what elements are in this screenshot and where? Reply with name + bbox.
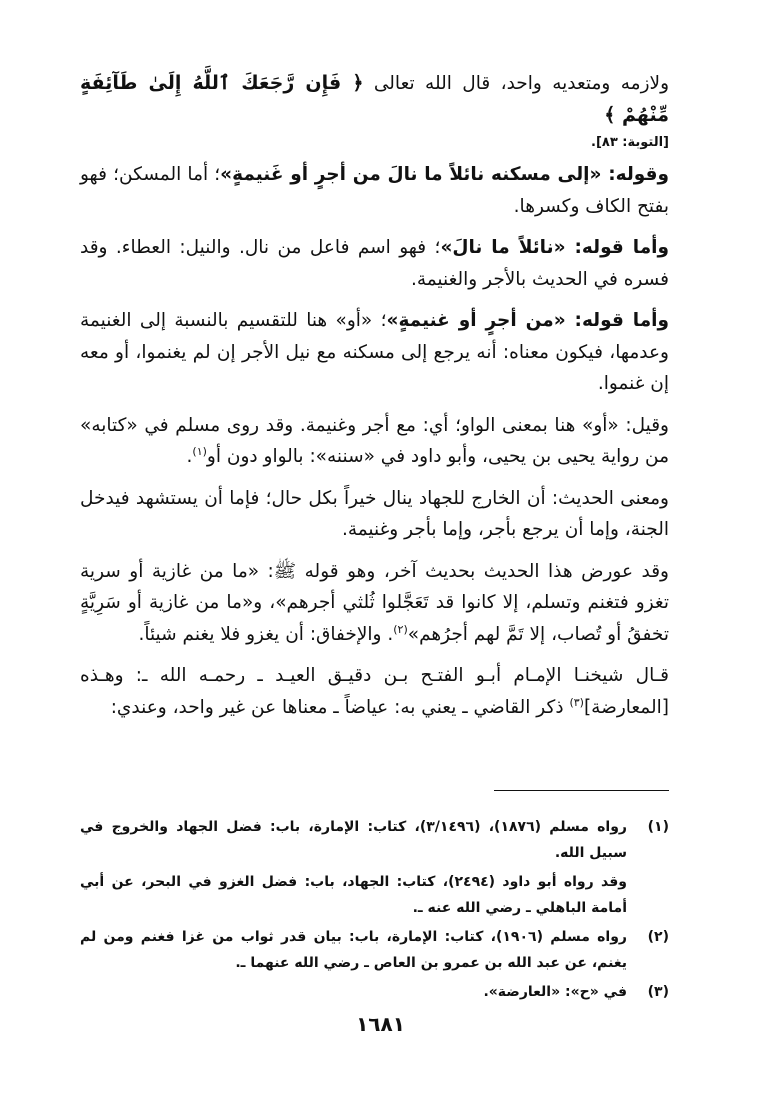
paragraph-4-text: ؛ «أو» هنا للتقسيم بالنسبة إلى الغنيمة وعدمها، فيكون معناه: أنه يرجع إلى مسكنه مع نيل الأجر إن لم يغنموا، أو معه إن غنموا. [80,310,669,394]
footnote-marker-2: (٢) [393,622,408,636]
footnote-text: وقد رواه أبو داود (٢٤٩٤)، كتاب: الجهاد، باب: فضل الغزو في البحر، عن أبي أمامة الباهلي ـ رضي الله عنه ـ. [80,874,627,916]
paragraph-3-lead: وأما قوله: «نائلاً ما نالَ» [440,237,669,258]
paragraph-7 [80,556,669,651]
paragraph-2-lead: وقوله: «إلى مسكنه نائلاً ما نالَ من أجرٍ أو غَنيمةٍ» [220,164,669,185]
paragraph-8-end: ذكر القاضي ـ يعني به: عياضاً ـ معناها عن غير واحد، وعندي: [110,696,570,718]
paragraph-8-text: قـال شيخنـا الإمـام أبـو الفتـح بـن دقيـق العيـد ـ رحمـه الله ـ: وهـذه [المعارضة] [80,665,669,718]
paragraph-4-lead: وأما قوله: «من أجرٍ أو غنيمةٍ» [386,310,669,331]
paragraph-2-text: ؛ أما المسكن؛ فهو بفتح الكاف وكسرها. [80,164,669,217]
footnote-item [80,814,669,866]
paragraph-2 [80,159,669,222]
paragraph-3-text: ؛ فهو اسم فاعل من نال. والنيل: العطاء. وقد فسره في الحديث بالأجر والغنيمة. [80,237,669,290]
paragraph-8 [80,660,669,723]
paragraph-6-text: ومعنى الحديث: أن الخارج للجهاد ينال خيراً بكل حال؛ فإما أن يستشهد فيدخل الجنة، وإما أن يرجع بأجر، وإما بأجر وغنيمة. [80,487,669,540]
quran-reference: [التوبة: ٨٣]. [591,135,669,150]
paragraph-1 [80,68,669,155]
footnote-item [80,979,669,1005]
paragraph-7-text: وقد عورض هذا الحديث بحديث آخر، وهو قوله ﷺ: «ما من غازية أو سرية تغزو فتغنم وتسلم، إلا كانوا قد تَعَجَّلوا ثُلثي أجرهم»، و«ما من غازية أو سَرِيَّةٍ تخفقُ أو تُصاب، إلا تَمَّ لهم أجرُهم» [80,560,669,645]
paragraph-5-end: . [186,446,193,467]
paragraph-5 [80,410,669,473]
quran-verse: ﴿ فَإِن رَّجَعَكَ ٱللَّهُ إِلَىٰ طَآئِفَةٍ مِّنْهُمْ ﴾ [80,72,669,126]
paragraph-1-text: ولازمه ومتعديه واحد، قال الله تعالى [363,73,669,94]
footnote-text: رواه مسلم (١٨٧٦)، (٣/١٤٩٦)، كتاب: الإمارة، باب: فضل الجهاد والخروج في سبيل الله. [80,819,627,861]
footnote-separator [494,790,669,791]
page-number: ١٦٨١ [356,1012,405,1036]
footnotes [80,814,669,1008]
paragraph-7-end: . والإخفاق: أن يغزو فلا يغنم شيئاً. [138,623,394,645]
paragraph-6 [80,483,669,546]
footnote-number: (٢) [647,929,669,945]
footnote-item [80,924,669,976]
footnote-text: رواه مسلم (١٩٠٦)، كتاب: الإمارة، باب: بيان قدر ثواب من غزا فغنم ومن لم يغنم، عن عبد الله بن عمرو بن العاص ـ رضي الله عنهما ـ. [80,929,627,971]
footnote-item [80,869,669,921]
paragraph-3 [80,232,669,295]
main-text [80,68,669,733]
footnote-text: في «ح»: «العارضة». [483,984,627,1000]
footnote-marker-1: (١) [192,444,207,458]
paragraph-4 [80,305,669,400]
footnote-marker-3: (٣) [569,695,584,709]
footnote-number: (١) [647,819,669,835]
paragraph-5-text: وقيل: «أو» هنا بمعنى الواو؛ أي: مع أجر وغنيمة. وقد روى مسلم في «كتابه» من رواية يحيى بن يحيى، وأبو داود في «سننه»: بالواو دون أو [80,414,669,467]
footnote-number: (٣) [647,984,669,1000]
